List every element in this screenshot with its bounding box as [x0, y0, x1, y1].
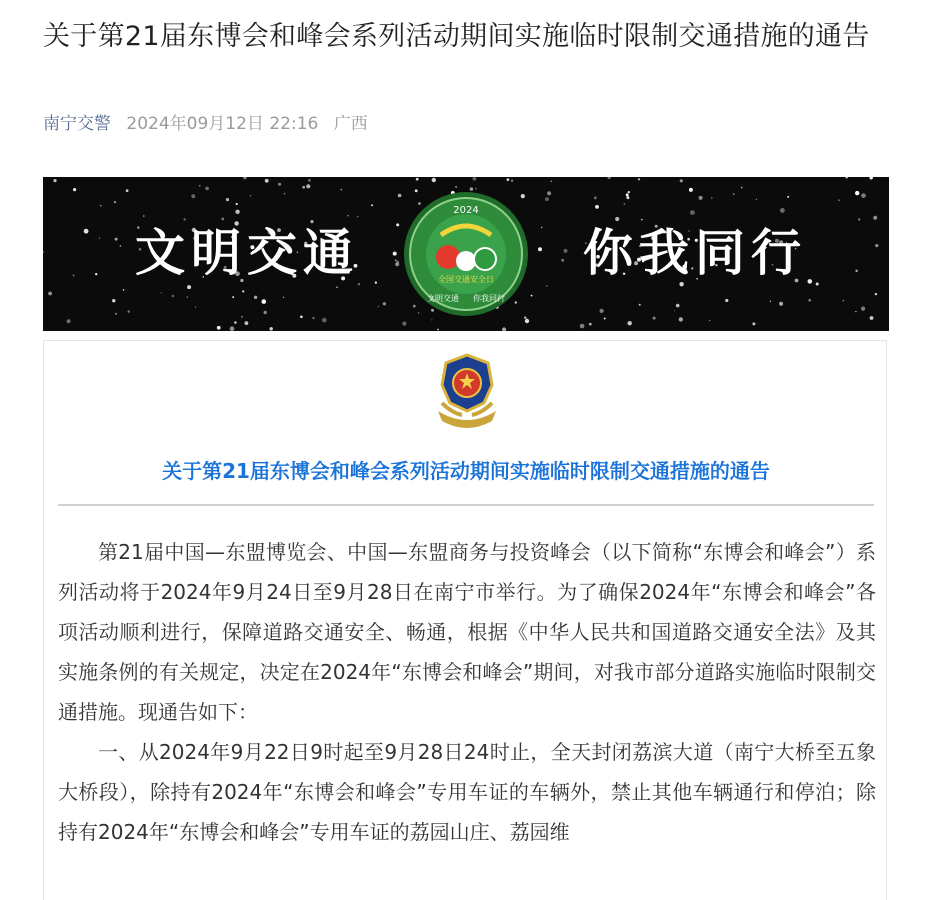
sparkle-dot	[195, 306, 196, 307]
article-content	[43, 340, 887, 900]
sparkle-dot	[615, 217, 619, 221]
sparkle-dot	[322, 318, 327, 323]
sparkle-dot	[873, 216, 877, 220]
sparkle-dot	[689, 188, 693, 192]
sparkle-dot	[226, 198, 229, 201]
sparkle-dot	[84, 229, 89, 234]
sparkle-dot	[73, 274, 75, 276]
sparkle-dot	[187, 296, 188, 297]
sparkle-dot	[816, 283, 819, 286]
heading-divider	[58, 504, 874, 506]
sparkle-dot	[861, 307, 865, 311]
sparkle-dot	[236, 203, 238, 205]
sparkle-dot	[628, 191, 630, 193]
banner-image	[43, 177, 889, 331]
sparkle-dot	[115, 313, 117, 315]
sparkle-dot	[626, 196, 629, 199]
sparkle-dot	[541, 227, 542, 228]
paragraph-item-1: 一、从2024年9月22日9时起至9月28日24时止，全天封闭荔滨大道（南宁大桥至五象大桥段），除持有2024年“东博会和峰会”专用车证的车辆外，禁止其他车辆通行和停泊；除持有2024年“东博会和峰会”专用车证的荔园山庄、荔园维	[58, 740, 876, 844]
sparkle-dot	[870, 177, 873, 180]
sparkle-dot	[100, 205, 101, 206]
sparkle-dot	[525, 319, 529, 323]
sparkle-dot	[73, 188, 76, 191]
sparkle-dot	[245, 321, 249, 325]
sparkle-dot	[676, 304, 680, 308]
sparkle-dot	[67, 319, 71, 323]
sparkle-dot	[624, 203, 626, 205]
sparkle-dot	[262, 299, 267, 304]
sparkle-dot	[53, 179, 56, 182]
sparkle-dot	[284, 193, 286, 195]
sparkle-dot	[641, 219, 643, 221]
sparkle-dot	[128, 310, 130, 312]
sparkle-dot	[191, 194, 195, 198]
sparkle-dot	[199, 185, 201, 187]
sparkle-dot	[561, 259, 564, 262]
sparkle-dot	[415, 189, 418, 192]
account-name-link[interactable]: 南宁交警	[43, 114, 111, 134]
sparkle-dot	[396, 223, 399, 226]
sparkle-dot	[395, 262, 399, 266]
sparkle-dot	[371, 204, 373, 206]
sparkle-dot	[538, 247, 542, 251]
sparkle-dot	[402, 322, 406, 326]
sparkle-dot	[235, 210, 239, 214]
sparkle-dot	[43, 251, 44, 252]
sparkle-dot	[357, 216, 359, 218]
sparkle-dot	[580, 324, 585, 329]
sparkle-dot	[595, 205, 599, 209]
sparkle-dot	[120, 245, 122, 247]
sparkle-dot	[551, 181, 553, 183]
sparkle-dot	[115, 238, 118, 241]
sparkle-dot	[112, 299, 115, 302]
sparkle-dot	[183, 218, 185, 220]
sparkle-dot	[855, 311, 856, 312]
sparkle-dot	[336, 287, 337, 288]
sparkle-dot	[808, 299, 811, 302]
page-title: 关于第21届东博会和峰会系列活动期间实施临时限制交通措施的通告	[43, 21, 870, 52]
sparkle-dot	[653, 317, 656, 320]
sparkle-dot	[475, 188, 477, 190]
sparkle-dot	[95, 273, 97, 275]
sparkle-dot	[638, 178, 640, 180]
sparkle-dot	[752, 322, 755, 325]
sparkle-dot	[843, 300, 845, 302]
publish-location: 广西	[333, 114, 368, 134]
sparkle-dot	[626, 193, 629, 196]
sparkle-dot	[875, 244, 878, 247]
sparkle-dot	[232, 296, 234, 298]
sparkle-dot	[779, 302, 783, 306]
sparkle-dot	[221, 218, 224, 221]
sparkle-dot	[455, 186, 457, 188]
sparkle-dot	[733, 193, 734, 194]
sparkle-dot	[416, 178, 419, 181]
banner-left-slogan: 文明交通	[135, 224, 359, 282]
sparkle-dot	[187, 285, 191, 289]
sparkle-dot	[395, 260, 397, 262]
sparkle-dot	[234, 321, 237, 324]
sparkle-dot	[172, 295, 174, 297]
sparkle-dot	[521, 194, 525, 198]
police-emblem-icon	[432, 351, 502, 431]
sparkle-dot	[308, 179, 311, 182]
sparkle-dot	[123, 289, 125, 291]
sparkle-dot	[340, 189, 342, 191]
sparkle-dot	[470, 187, 473, 190]
sparkle-dot	[161, 292, 162, 293]
sparkle-dot	[699, 196, 703, 200]
sparkle-dot	[770, 301, 771, 302]
sparkle-dot	[398, 194, 402, 198]
sparkle-dot	[780, 208, 785, 213]
badge-center-text: 全国交通安全日	[438, 275, 494, 284]
sparkle-dot	[432, 178, 436, 182]
sparkle-dot	[639, 304, 641, 306]
notice-body	[58, 532, 876, 852]
sparkle-dot	[250, 195, 251, 196]
sparkle-dot	[383, 302, 386, 305]
sparkle-dot	[628, 321, 632, 325]
sparkle-dot	[875, 293, 877, 295]
sparkle-dot	[855, 191, 859, 195]
badge-bottom-right-text: 你我同行	[473, 294, 505, 303]
sparkle-dot	[861, 193, 866, 198]
sparkle-dot	[870, 316, 874, 320]
sparkle-dot	[725, 299, 728, 302]
sparkle-dot	[546, 285, 547, 286]
article-meta	[43, 112, 378, 136]
sparkle-dot	[709, 320, 710, 321]
sparkle-dot	[278, 183, 281, 186]
sparkle-dot	[808, 279, 813, 284]
sparkle-dot	[679, 317, 683, 321]
sparkle-dot	[594, 197, 597, 200]
sparkle-dot	[589, 323, 592, 326]
sparkle-dot	[283, 297, 284, 298]
sparkle-dot	[358, 283, 360, 285]
paragraph-intro: 第21届中国—东盟博览会、中国—东盟商务与投资峰会（以下简称“东博会和峰会”）系列活动将于2024年9月24日至9月28日在南宁市举行。为了确保2024年“东博会和峰会”各项活动顺利进行，保障道路交通安全、畅通，根据《中华人民共和国道路交通安全法》及其实施条例的有关规定，决定在2024年“东博会和峰会”期间，对我市部分道路实施临时限制交通措施。现通告如下：	[58, 540, 876, 724]
sparkle-dot	[347, 215, 349, 217]
sparkle-dot	[437, 329, 439, 331]
sparkle-dot	[690, 210, 695, 215]
sparkle-dot	[306, 184, 310, 188]
sparkle-dot	[302, 186, 305, 189]
sparkle-dot	[243, 177, 246, 179]
sparkle-dot	[787, 196, 789, 198]
sparkle-dot	[300, 316, 303, 319]
sparkle-dot	[838, 199, 840, 201]
badge-year-text: 2024	[453, 205, 479, 216]
sparkle-dot	[858, 218, 860, 220]
sparkle-dot	[242, 290, 244, 292]
sparkle-dot	[846, 177, 848, 179]
sparkle-dot	[418, 312, 419, 313]
sparkle-dot	[143, 215, 145, 217]
sparkle-dot	[511, 180, 513, 182]
sparkle-dot	[502, 327, 506, 331]
banner-right-slogan: 你我同行	[583, 224, 807, 282]
sparkle-dot	[431, 319, 432, 320]
sparkle-dot	[217, 326, 221, 330]
sparkle-dot	[680, 179, 683, 182]
sparkle-dot	[264, 311, 267, 314]
sparkle-dot	[393, 252, 397, 256]
traffic-safety-day-badge-icon	[404, 192, 528, 316]
sparkle-dot	[413, 305, 416, 308]
sparkle-dot	[431, 309, 434, 312]
sparkle-dot	[524, 317, 526, 319]
sparkle-dot	[564, 249, 568, 253]
badge-bottom-left-text: 文明交通	[427, 294, 459, 303]
sparkle-dot	[604, 318, 606, 320]
sparkle-dot	[756, 199, 757, 200]
notice-heading: 关于第21届东博会和峰会系列活动期间实施临时限制交通措施的通告	[162, 459, 770, 483]
sparkle-dot	[270, 327, 273, 330]
publish-datetime: 2024年09月12日 22:16	[126, 114, 319, 134]
sparkle-dot	[375, 282, 377, 284]
sparkle-dot	[312, 317, 314, 319]
sparkle-dot	[230, 326, 235, 331]
sparkle-dot	[114, 201, 116, 203]
sparkle-dot	[711, 197, 712, 198]
sparkle-dot	[48, 292, 52, 296]
sparkle-dot	[265, 179, 269, 183]
sparkle-dot	[241, 316, 243, 318]
sparkle-dot	[99, 238, 100, 239]
sparkle-dot	[418, 202, 421, 205]
sparkle-dot	[741, 187, 743, 189]
sparkle-dot	[607, 177, 610, 179]
sparkle-dot	[547, 191, 551, 195]
sparkle-dot	[674, 310, 675, 311]
sparkle-dot	[531, 295, 533, 297]
sparkle-dot	[507, 178, 510, 181]
sparkle-dot	[600, 309, 604, 313]
sparkle-dot	[205, 187, 209, 191]
sparkle-dot	[254, 296, 257, 299]
sparkle-dot	[126, 189, 129, 192]
sparkle-dot	[515, 301, 517, 303]
sparkle-dot	[855, 270, 857, 272]
sparkle-dot	[545, 197, 549, 201]
sparkle-dot	[473, 177, 477, 181]
sparkle-dot	[378, 306, 380, 308]
